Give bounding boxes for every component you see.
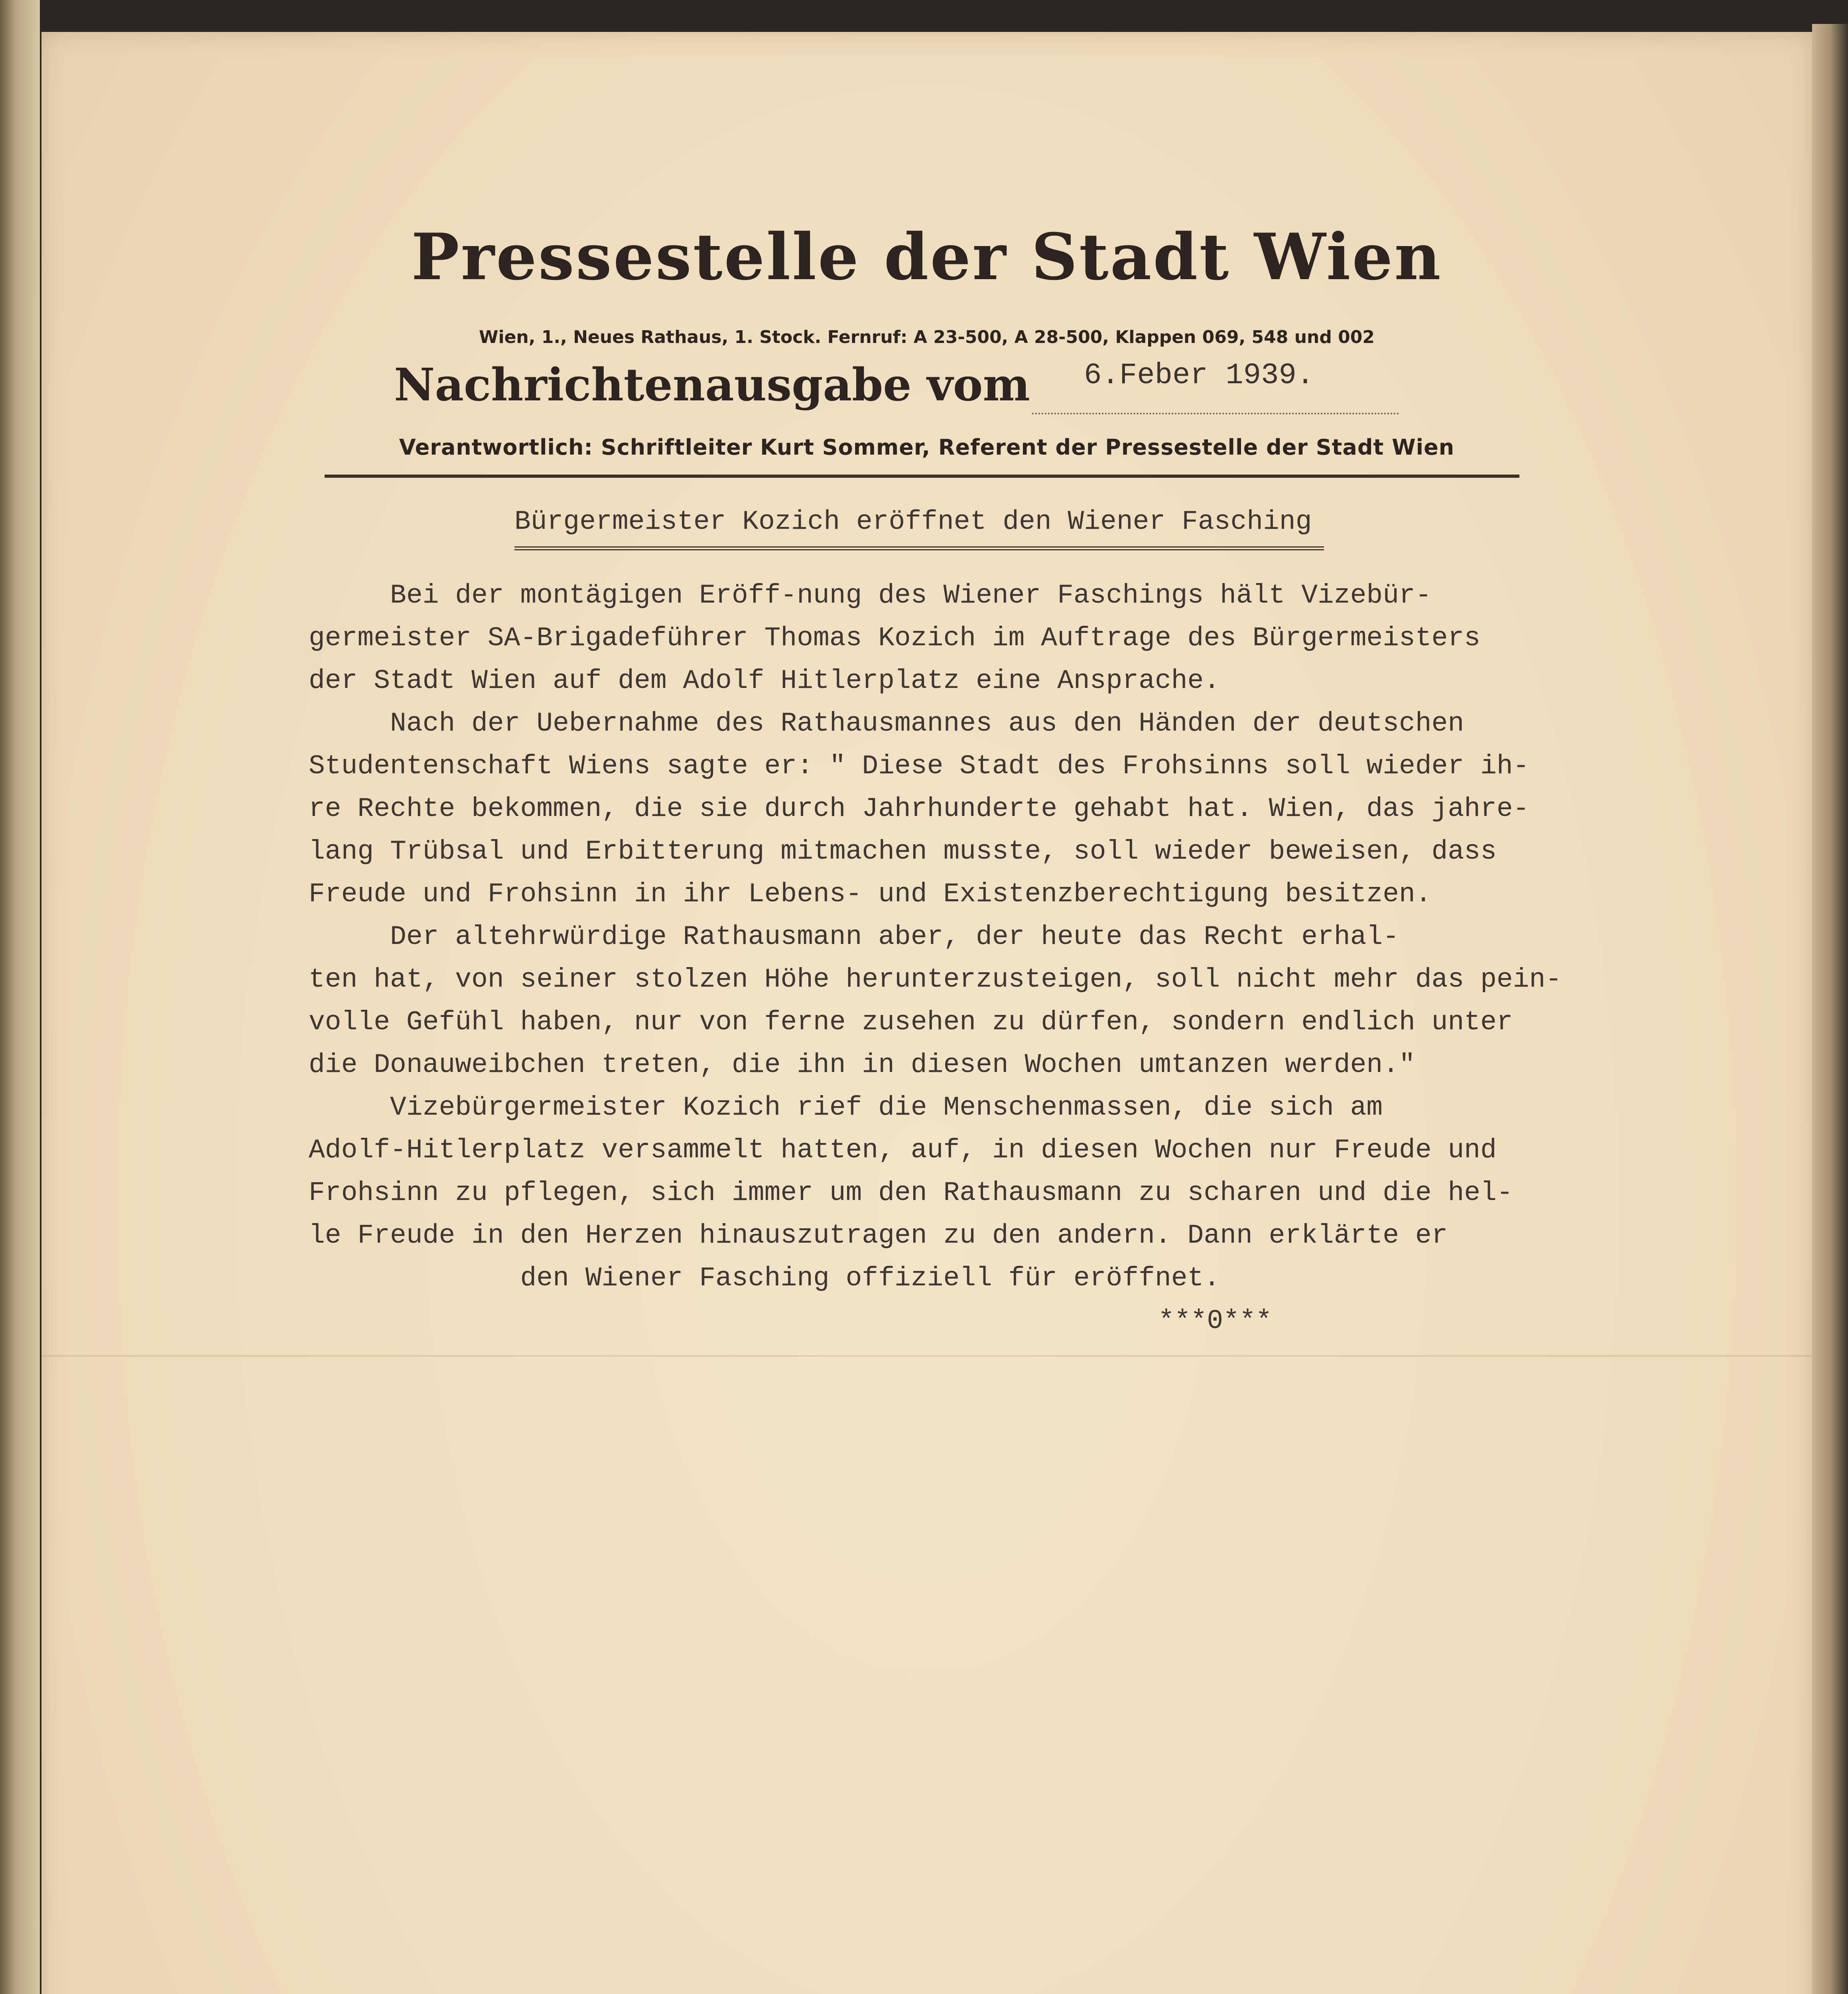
article-body	[309, 502, 1562, 1356]
adjacent-page-edge	[0, 0, 40, 1994]
body-line: ten hat, von seiner stolzen Höhe herunterzusteigen, soll nicht mehr das pein-	[309, 964, 1562, 995]
body-line: germeister SA-Brigadeführer Thomas Kozich im Auftrage des Bürgermeisters	[309, 623, 1481, 654]
date-dotted-line	[1032, 413, 1399, 414]
masthead-address: Wien, 1., Neues Rathaus, 1. Stock. Fernruf: A 23-500, A 28-500, Klappen 069, 548 und 002	[479, 327, 1375, 347]
body-line: Frohsinn zu pflegen, sich immer um den Rathausmann zu scharen und die hel-	[309, 1178, 1513, 1208]
document-page	[41, 32, 1812, 1994]
body-line: Nach der Uebernahme des Rathausmannes aus den Händen der deutschen	[309, 708, 1464, 739]
article-headline: Bürgermeister Kozich eröffnet den Wiener Fasching	[514, 506, 1312, 537]
body-line: le Freude in den Herzen hinauszutragen zu den andern. Dann erklärte er	[309, 1220, 1448, 1251]
body-line: Studentenschaft Wiens sagte er: " Diese Stadt des Frohsinns soll wieder ih-	[309, 751, 1529, 782]
paper-fold	[41, 1355, 1812, 1357]
book-edge	[1812, 24, 1848, 1994]
body-line: die Donauweibchen treten, die ihn in diesen Wochen umtanzen werden."	[309, 1050, 1415, 1080]
body-line: Freude und Frohsinn in ihr Lebens- und Existenzberechtigung besitzen.	[309, 879, 1432, 910]
edition-label: Nachrichtenausgabe vom	[394, 359, 1030, 411]
closing-mark: ***0***	[1158, 1306, 1272, 1336]
masthead-title: Pressestelle der Stadt Wien	[411, 219, 1442, 294]
responsible-editor-line: Verantwortlich: Schriftleiter Kurt Sommer, Referent der Pressestelle der Stadt Wien	[399, 435, 1455, 460]
body-line: volle Gefühl haben, nur von ferne zusehen zu dürfen, sondern endlich unter	[309, 1007, 1513, 1038]
body-line: re Rechte bekommen, die sie durch Jahrhunderte gehabt hat. Wien, das jahre-	[309, 794, 1529, 824]
body-line: Vizebürgermeister Kozich rief die Menschenmassen, die sich am	[309, 1092, 1383, 1123]
body-line: der Stadt Wien auf dem Adolf Hitlerplatz eine Ansprache.	[309, 666, 1220, 696]
edition-row	[394, 359, 1471, 423]
edition-date: 6.Feber 1939.	[1084, 359, 1314, 392]
body-line: Bei der montägigen Eröff-nung des Wiener Faschings hält Vizebür-	[309, 580, 1432, 611]
masthead-rule	[325, 475, 1519, 478]
body-line: Der altehrwürdige Rathausmann aber, der heute das Recht erhal-	[309, 922, 1399, 952]
body-line: Adolf-Hitlerplatz versammelt hatten, auf, in diesen Wochen nur Freude und	[309, 1135, 1497, 1166]
body-line: den Wiener Fasching offiziell für eröffnet.	[309, 1263, 1220, 1294]
body-line: lang Trübsal und Erbitterung mitmachen musste, soll wieder beweisen, dass	[309, 836, 1497, 867]
